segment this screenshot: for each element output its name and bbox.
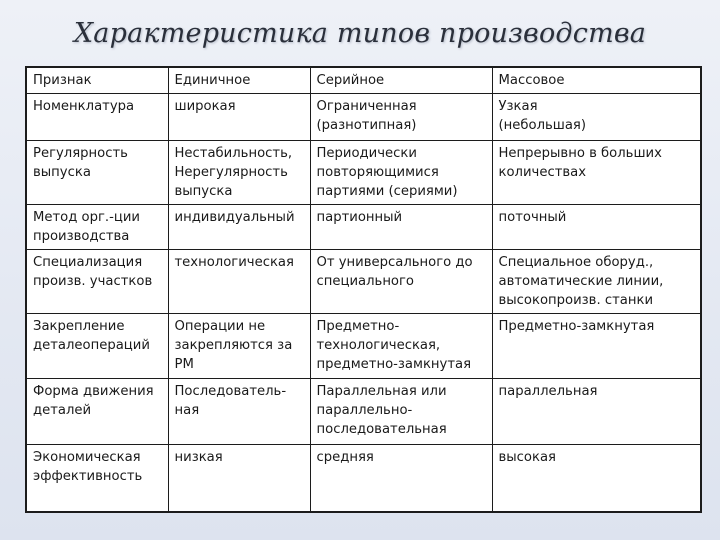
table-cell <box>492 314 701 379</box>
cell-text: Операции не закрепляются за РМ <box>174 319 293 372</box>
table-cell <box>168 250 310 314</box>
table-cell <box>492 379 701 445</box>
header-cell-mass <box>492 67 701 94</box>
cell-text: высокая <box>498 450 556 465</box>
cell-text: широкая <box>174 99 236 114</box>
table-cell <box>26 314 168 379</box>
header-cell-serial <box>310 67 492 94</box>
cell-text: Нестабильность, Нерегулярность выпуска <box>174 146 293 199</box>
table-cell <box>492 94 701 141</box>
cell-text: параллельная <box>498 384 598 399</box>
cell-text: Закрепление деталеопераций <box>33 319 150 353</box>
table-cell <box>168 445 310 513</box>
cell-text: Форма движения деталей <box>33 384 154 418</box>
cell-text: Предметно- технологическая, предметно-замкнутая <box>316 319 472 372</box>
cell-text: Номенклатура <box>33 99 135 114</box>
table-cell <box>310 314 492 379</box>
header-cell-single <box>168 67 310 94</box>
table-cell <box>310 205 492 250</box>
table-cell <box>310 250 492 314</box>
cell-text: низкая <box>174 450 223 465</box>
table-cell <box>168 94 310 141</box>
header-text: Единичное <box>174 73 251 88</box>
cell-text: Непрерывно в больших количествах <box>498 146 662 180</box>
table-row <box>26 314 701 379</box>
table-cell <box>26 205 168 250</box>
header-text: Серийное <box>316 73 385 88</box>
table-cell <box>492 205 701 250</box>
cell-text: Параллельная или параллельно- последовательная <box>316 384 447 437</box>
cell-text: От универсального до специального <box>316 255 473 289</box>
table-cell <box>310 94 492 141</box>
table-row <box>26 250 701 314</box>
cell-text: индивидуальный <box>174 210 295 225</box>
table-cell <box>492 141 701 205</box>
table-cell <box>168 141 310 205</box>
table-cell <box>26 445 168 513</box>
table-row <box>26 205 701 250</box>
table-cell <box>310 379 492 445</box>
table-row <box>26 379 701 445</box>
header-text: Признак <box>33 73 92 88</box>
cell-text: поточный <box>498 210 567 225</box>
cell-text: средняя <box>316 450 374 465</box>
table-cell <box>492 250 701 314</box>
cell-text: Метод орг.-ции производства <box>33 210 140 244</box>
table-row <box>26 445 701 513</box>
table-header-row <box>26 67 701 94</box>
header-text: Массовое <box>498 73 565 88</box>
table-row <box>26 94 701 141</box>
header-cell-feature <box>26 67 168 94</box>
table-cell <box>168 379 310 445</box>
cell-text: Периодически повторяющимися партиями (сериями) <box>316 146 458 199</box>
cell-text: Последователь- ная <box>174 384 287 418</box>
table-cell <box>492 445 701 513</box>
table-cell <box>168 314 310 379</box>
slide-title: Характеристика типов производства <box>73 18 647 49</box>
table-cell <box>26 141 168 205</box>
table-cell <box>26 94 168 141</box>
cell-text: Специализация произв. участков <box>33 255 153 289</box>
table-row <box>26 141 701 205</box>
table-cell <box>26 379 168 445</box>
cell-text: Специальное оборуд., автоматические линии, высокопроизв. станки <box>498 255 664 308</box>
cell-text: Предметно-замкнутая <box>498 319 655 334</box>
cell-text: Узкая (небольшая) <box>498 99 587 133</box>
cell-text: Экономическая эффективность <box>33 450 143 484</box>
cell-text: Регулярность выпуска <box>33 146 128 180</box>
cell-text: Ограниченная (разнотипная) <box>316 99 417 133</box>
table-cell <box>26 250 168 314</box>
cell-text: партионный <box>316 210 403 225</box>
table-cell <box>168 205 310 250</box>
production-types-table <box>25 66 702 513</box>
table-cell <box>310 445 492 513</box>
table-cell <box>310 141 492 205</box>
cell-text: технологическая <box>174 255 294 270</box>
